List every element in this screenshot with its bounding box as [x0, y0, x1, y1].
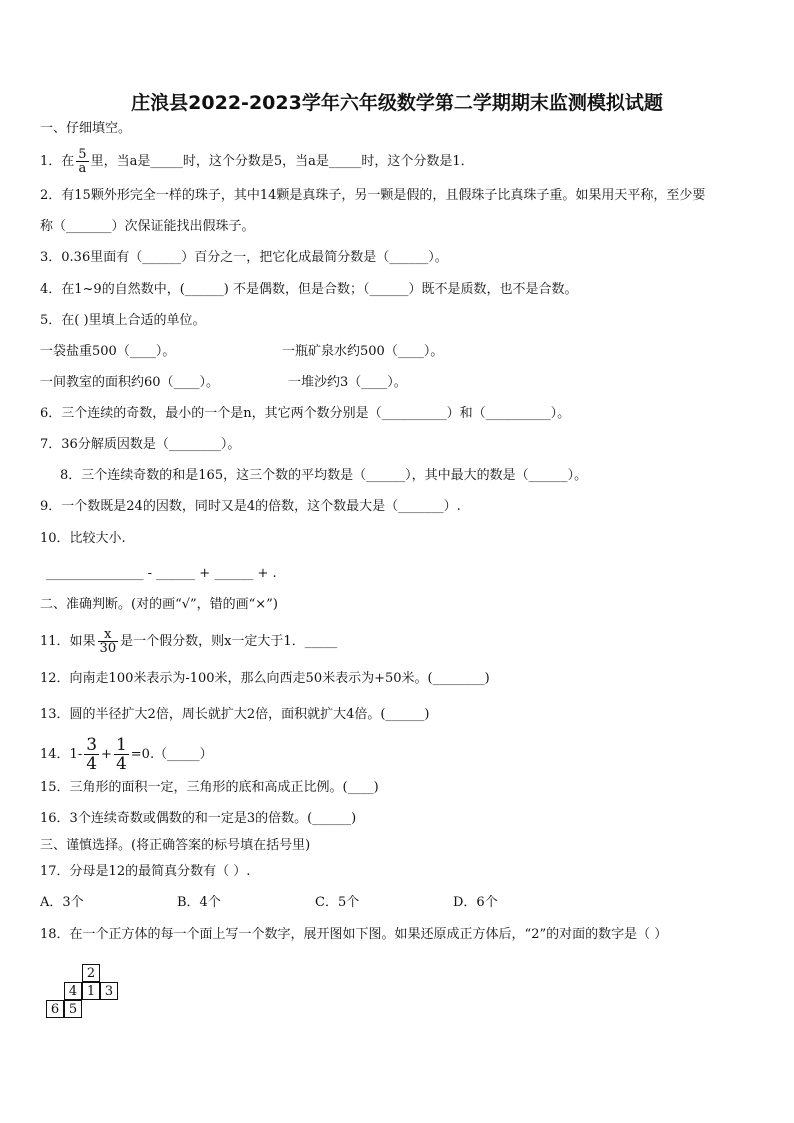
- option-b: B．4个: [177, 895, 221, 910]
- net-cell: 5: [64, 1000, 82, 1018]
- question-3: 3．0.36里面有（______）百分之一，把它化成最简分数是（______）。: [40, 250, 448, 265]
- question-15: 15．三角形的面积一定，三角形的底和高成正比例。(____): [40, 780, 379, 795]
- question-18: 18．在一个正方体的每一个面上写一个数字，展开图如下图。如果还原成正方体后，“2”的对面的数字是（ ）: [40, 927, 668, 942]
- question-14: 14．1- $\frac{3}{4}$ + $\frac{1}{4}$ =0.（_____）: [40, 735, 213, 774]
- question-17: 17．分母是12的最简真分数有（ ）.: [40, 864, 251, 879]
- option-c: C．5个: [315, 895, 360, 910]
- option-d: D．6个: [453, 895, 498, 910]
- question-5-item-b: 一瓶矿泉水约500（____）。: [282, 344, 444, 359]
- fraction-3-over-4: $\frac{3}{4}$: [86, 735, 98, 774]
- section-heading-1: 一、仔细填空。: [40, 121, 132, 136]
- net-cell: 1: [82, 982, 100, 1000]
- fraction-x-over-30: $\frac{x}{30}$: [99, 627, 117, 656]
- question-5-item-a: 一袋盐重500（____）。: [40, 344, 176, 359]
- fraction-1-over-4: $\frac{1}{4}$: [115, 735, 127, 774]
- question-10: 10．比较大小.: [40, 531, 126, 546]
- question-7: 7．36分解质因数是（________）。: [40, 437, 241, 452]
- question-10-blanks: _______________ - ______ + ______ + .: [46, 566, 277, 581]
- question-12: 12．向南走100米表示为-100米，那么向西走50米表示为+50米。(________): [40, 671, 490, 686]
- net-cell: 3: [100, 982, 118, 1000]
- section-heading-3: 三、谨慎选择。(将正确答案的标号填在括号里): [40, 838, 311, 853]
- option-a: A．3个: [40, 895, 84, 910]
- question-6: 6．三个连续的奇数，最小的一个是n，其它两个数分别是（__________）和（__________）。: [40, 406, 571, 421]
- page-title: 庄浪县2022-2023学年六年级数学第二学期期末监测模拟试题: [131, 92, 663, 114]
- question-2-line-2: 称（_______）次保证能找出假珠子。: [40, 219, 255, 234]
- question-5-item-c: 一间教室的面积约60（____）。: [40, 375, 220, 390]
- fraction-5-over-a: $\frac{5}{a}$: [78, 147, 87, 176]
- question-16: 16．3个连续奇数或偶数的和一定是3的倍数。(______): [40, 811, 357, 826]
- net-cell: 6: [46, 1000, 64, 1018]
- question-11: 11．如果 $\frac{x}{30}$ 是一个假分数，则x一定大于1．_____: [40, 627, 338, 656]
- question-8: 8．三个连续奇数的和是165，这三个数的平均数是（______），其中最大的数是（______）。: [60, 468, 588, 483]
- question-9: 9．一个数既是24的因数，同时又是4的倍数，这个数最大是（_______）.: [40, 499, 461, 514]
- question-13: 13．圆的半径扩大2倍，周长就扩大2倍，面积就扩大4倍。(______): [40, 707, 430, 722]
- net-cell: 4: [64, 982, 82, 1000]
- net-cell: 2: [82, 964, 100, 982]
- section-heading-2: 二、准确判断。(对的画“√”，错的画“×”): [40, 597, 278, 612]
- question-2-line-1: 2．有15颗外形完全一样的珠子，其中14颗是真珠子，另一颗是假的，且假珠子比真珠子重。如果用天平称，至少要: [40, 188, 706, 203]
- question-5: 5．在( )里填上合适的单位。: [40, 313, 206, 328]
- question-5-item-d: 一堆沙约3（____）。: [288, 375, 407, 390]
- question-1: 1．在 $\frac{5}{a}$ 里，当a是_____时，这个分数是5，当a是_____时，这个分数是1．: [40, 147, 474, 176]
- question-4: 4．在1~9的自然数中，(______) 不是偶数，但是合数；（______）既不是质数，也不是合数。: [40, 282, 578, 297]
